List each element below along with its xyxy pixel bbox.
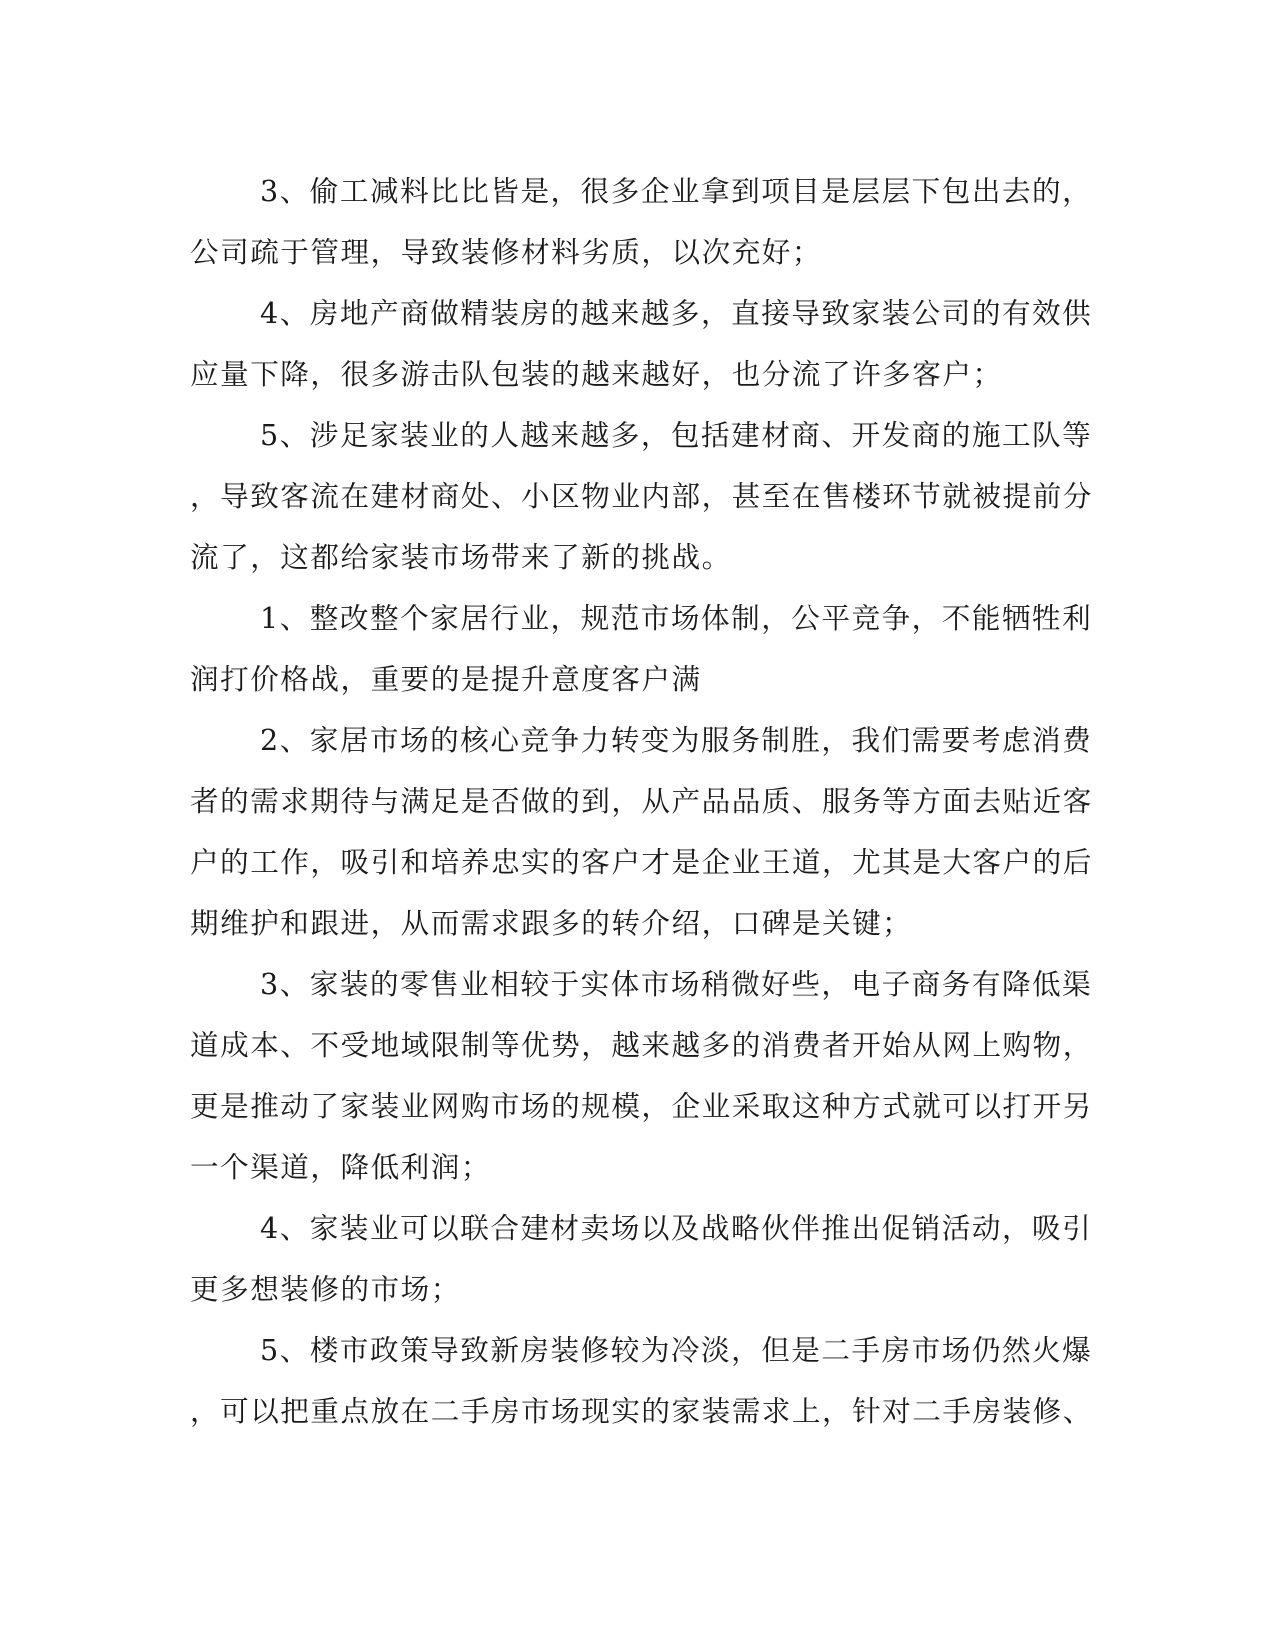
paragraph-line: 一个渠道，降低利润； [190, 1150, 491, 1184]
paragraph-line: ，可以把重点放在二手房市场现实的家装需求上，针对二手房装修、 [190, 1394, 1093, 1428]
paragraph-first-line: 3、偷工减料比比皆是，很多企业拿到项目是层层下包出去的， [260, 174, 1093, 208]
paragraph-first-line: 2、家居市场的核心竞争力转变为服务制胜，我们需要考虑消费 [260, 723, 1093, 757]
paragraph-line: 润打价格战，重要的是提升意度客户满 [190, 662, 702, 696]
document-body [190, 161, 1093, 1442]
paragraph-line: 户的工作，吸引和培养忠实的客户才是企业王道，尤其是大客户的后 [190, 845, 1093, 879]
paragraph-line: 更是推动了家装业网购市场的规模，企业采取这种方式就可以打开另 [190, 1089, 1093, 1123]
paragraph-line: 公司疏于管理，导致装修材料劣质，以次充好； [190, 235, 822, 269]
paragraph-first-line: 4、家装业可以联合建材卖场以及战略伙伴推出促销活动，吸引 [260, 1211, 1093, 1245]
paragraph-line: 应量下降，很多游击队包装的越来越好，也分流了许多客户； [190, 357, 1003, 391]
paragraph-first-line: 1、整改整个家居行业，规范市场体制，公平竞争，不能牺牲利 [260, 601, 1093, 635]
paragraph-line: 者的需求期待与满足是否做的到，从产品品质、服务等方面去贴近客 [190, 784, 1093, 818]
paragraph-first-line: 5、涉足家装业的人越来越多，包括建材商、开发商的施工队等 [260, 418, 1093, 452]
paragraph-line: 更多想装修的市场； [190, 1272, 461, 1306]
paragraph-first-line: 3、家装的零售业相较于实体市场稍微好些，电子商务有降低渠 [260, 967, 1093, 1001]
paragraph-first-line: 4、房地产商做精装房的越来越多，直接导致家装公司的有效供 [260, 296, 1093, 330]
paragraph-line: 期维护和跟进，从而需求跟多的转介绍，口碑是关键； [190, 906, 913, 940]
paragraph-line: 道成本、不受地域限制等优势，越来越多的消费者开始从网上购物， [190, 1028, 1093, 1062]
paragraph-line: ，导致客流在建材商处、小区物业内部，甚至在售楼环节就被提前分 [190, 479, 1093, 513]
paragraph-line: 流了，这都给家装市场带来了新的挑战。 [190, 540, 732, 574]
paragraph-first-line: 5、楼市政策导致新房装修较为冷淡，但是二手房市场仍然火爆 [260, 1333, 1093, 1367]
